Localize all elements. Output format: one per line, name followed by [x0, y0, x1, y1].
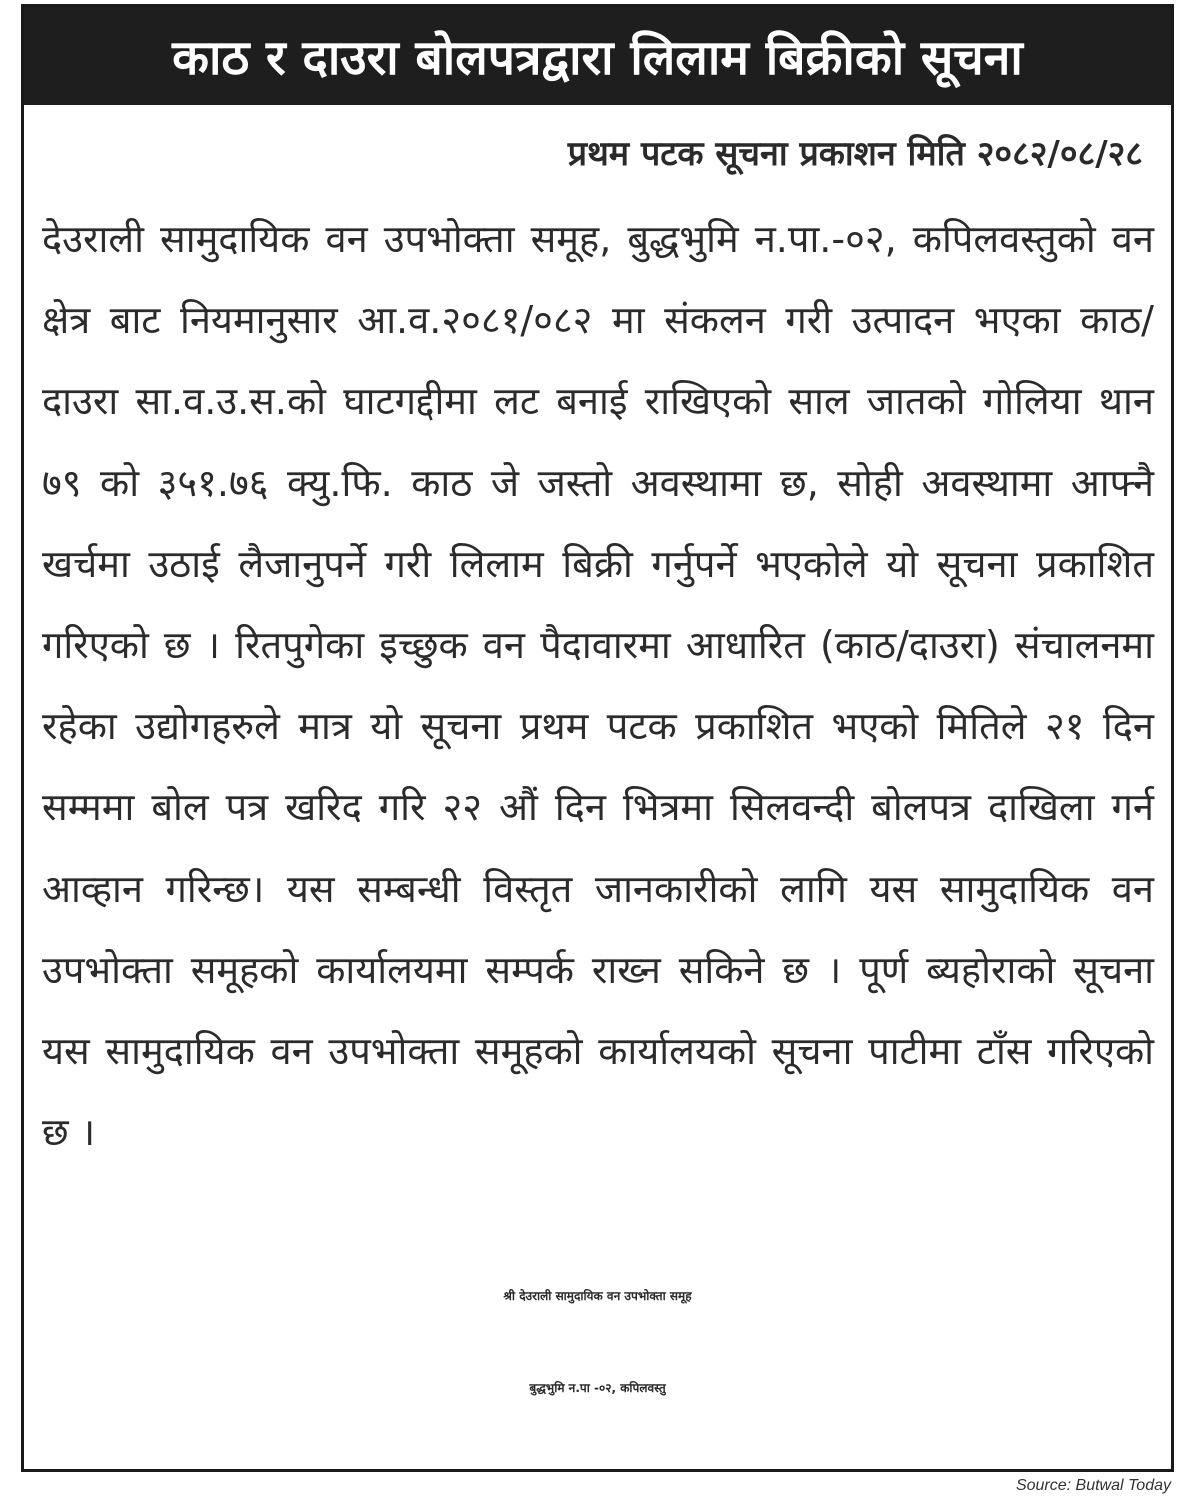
notice-frame	[21, 4, 1174, 1472]
organization-address: बुद्धभुमि न.पा -०२, कपिलवस्तु	[529, 1381, 666, 1395]
source-credit: Source: Butwal Today	[1015, 1477, 1171, 1494]
notice-title: काठ र दाउरा बोलपत्रद्वारा लिलाम बिक्रीको सूचना	[172, 29, 1023, 86]
organization-name: श्री देउराली सामुदायिक वन उपभोक्ता समूह	[503, 1289, 692, 1303]
notice-title-bar	[24, 7, 1171, 105]
publication-date-line: प्रथम पटक सूचना प्रकाशन मिति २०८२/०८/२८	[567, 134, 1143, 174]
notice-body: देउराली सामुदायिक वन उपभोक्ता समूह, बुद्धभुमि न.पा.-०२, कपिलवस्तुको वन क्षेत्र बाट नियमानुसार आ.व.२०८१/०८२ मा संकलन गरी उत्पादन भएका काठ/दाउरा सा.व.उ.स.को घाटगद्दीमा लट बनाई राखिएको साल जातको गोलिया थान ७९ को ३५१.७६ क्यु.फि. काठ जे जस्तो अवस्थामा छ, सोही अवस्थामा आफ्नै खर्चमा उठाई लैजानुपर्ने गरी लिलाम बिक्री गर्नुपर्ने भएकोले यो सूचना प्रकाशित गरिएको छ । रितपुगेका इच्छुक वन पैदावारमा आधारित (काठ/दाउरा) संचालनमा रहेका उद्योगहरुले मात्र यो सूचना प्रथम पटक प्रकाशित भएको मितिले २१ दिन सम्ममा बोल पत्र खरिद गरि २२ औं दिन भित्रमा सिलवन्दी बोलपत्र दाखिला गर्न आव्हान गरिन्छ। यस सम्बन्धी विस्तृत जानकारीको लागि यस सामुदायिक वन उपभोक्ता समूहको कार्यालयमा सम्पर्क राख्न सकिने छ । पूर्ण ब्यहोराको सूचना यस सामुदायिक वन उपभोक्ता समूहको कार्यालयको सूचना पाटीमा टाँस गरिएको छ ।	[42, 217, 1154, 1155]
